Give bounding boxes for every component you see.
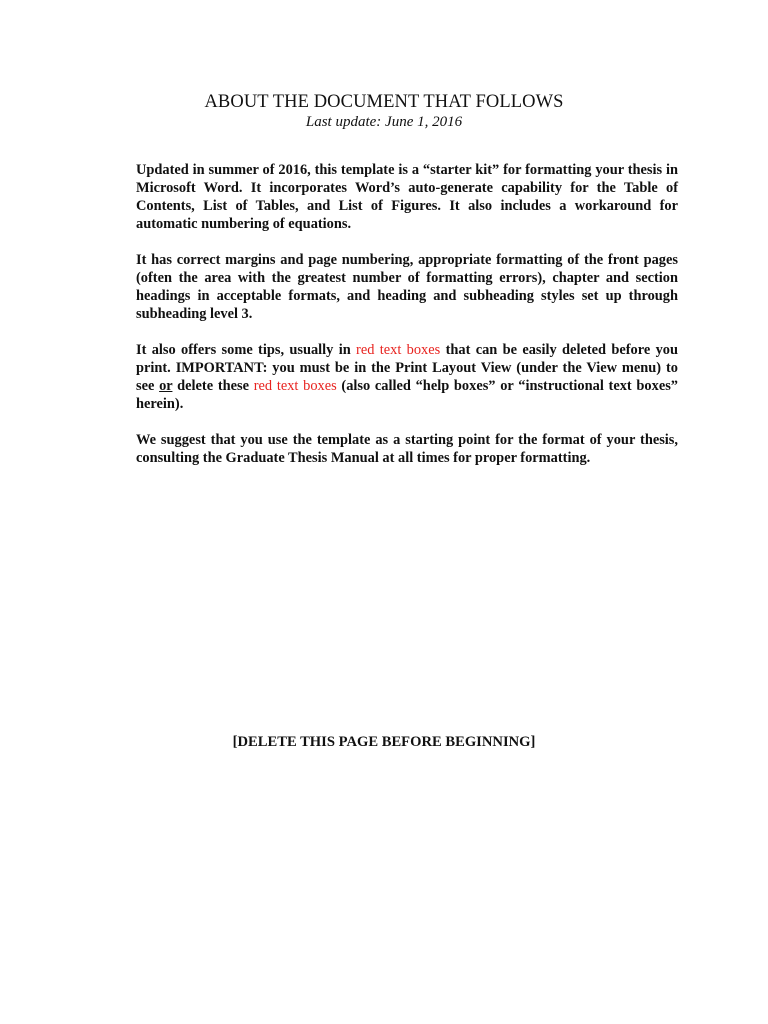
document-body <box>136 161 678 485</box>
red-text-boxes-phrase-1: red text boxes <box>356 342 441 358</box>
tips-text-4: (also called “help boxes” or “instructional text boxes” herein). <box>136 378 678 412</box>
tips-text-3: delete these <box>172 378 254 394</box>
paragraph-tips <box>136 341 678 413</box>
paragraph-intro: Updated in summer of 2016, this template is a “starter kit” for formatting your thesis in Microsoft Word. It incorporates Word’s auto-generate capability for the Table of Contents, List of Tables, and List of Figures. It also includes a workaround for automatic numbering of equations. <box>136 162 678 232</box>
tips-text-2: that can be easily deleted before you print. IMPORTANT: you must be in the Print Layout View (under the View menu) to see <box>136 342 678 394</box>
tips-text-1: It also offers some tips, usually in <box>136 342 357 358</box>
last-update-subtitle: Last update: June 1, 2016 <box>305 114 463 130</box>
paragraph-formatting: It has correct margins and page numbering, appropriate formatting of the front pages (often the area with the greatest number of formatting errors), chapter and section headings in acceptable formats, and heading and subheading styles set up through subheading level 3. <box>136 252 678 322</box>
red-text-boxes-phrase-2: red text boxes <box>253 378 337 394</box>
paragraph-suggestion: We suggest that you use the template as a starting point for the format of your thesis, consulting the Graduate Thesis Manual at all times for proper formatting. <box>136 432 678 466</box>
delete-page-note: [DELETE THIS PAGE BEFORE BEGINNING] <box>232 734 536 750</box>
page-title: ABOUT THE DOCUMENT THAT FOLLOWS <box>204 92 564 112</box>
underlined-or-word: or <box>159 378 173 394</box>
